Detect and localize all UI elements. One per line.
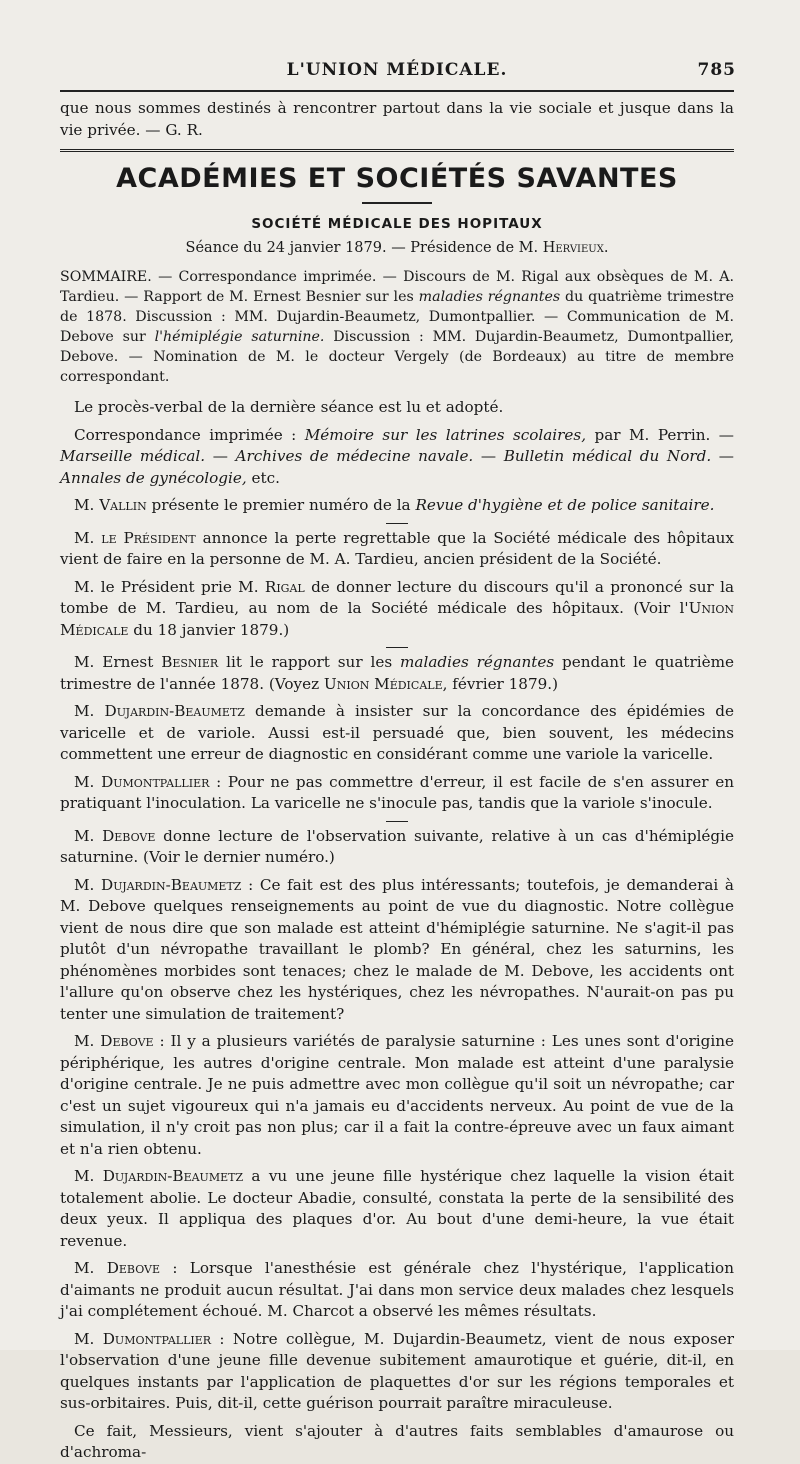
text: présente le premier numéro de la <box>146 496 416 514</box>
summary-emphasis: l'hémiplégie saturnine. <box>154 329 325 345</box>
text: du 18 janvier 1879.) <box>128 620 290 639</box>
paragraph: Le procès-verbal de la dernière séance est lu et adopté. <box>74 398 504 416</box>
text: par M. Perrin. — <box>586 425 734 444</box>
emphasis: maladies régnantes <box>400 653 555 671</box>
text: — <box>473 447 504 465</box>
text: Correspondance imprimée : <box>74 425 305 444</box>
text: — <box>711 447 734 465</box>
speaker-name: Besnier <box>161 653 219 671</box>
emphasis: Mémoire sur les latrines scolaires, <box>304 425 587 444</box>
text: : Pour ne pas commettre d'erreur, il est facile de s'en assurer en pratiquant l'inoculation. La varicelle ne s'inocule pas, tandis que la variole s'inocule. <box>60 772 734 812</box>
speaker-name: Dujardin-Beaumetz <box>104 702 245 720</box>
speaker-name: Debove <box>106 1259 161 1277</box>
emphasis: Bulletin médical du Nord. <box>503 447 712 465</box>
paragraph <box>60 425 734 490</box>
paragraph <box>60 1031 734 1160</box>
separator-dash <box>386 523 408 524</box>
text: M. <box>74 496 100 514</box>
text: M. <box>74 1032 101 1050</box>
session-line <box>60 238 734 260</box>
text: lit le rapport sur les <box>218 653 401 671</box>
text: de donner lecture du discours qu'il a prononcé sur la tombe de M. Tardieu, au nom de la Société médicale des hôpitaux. (Voir l' <box>60 577 735 617</box>
speaker-name: Rigal <box>264 577 305 596</box>
text: annonce la perte regrettable que la Société médicale des hôpitaux vient de faire en la personne de M. A. Tardieu, ancien président de la Société. <box>60 528 734 568</box>
speaker-name: Dujardin-Beaumetz <box>102 1167 244 1185</box>
speaker-name: Vallin <box>99 496 147 514</box>
paragraph <box>60 826 734 869</box>
emphasis: Annales de gynécologie, <box>60 468 247 487</box>
session-text: Séance du 24 janvier 1879. — Présidence de M. <box>185 239 543 256</box>
summary-label: SOMMAIRE. <box>60 269 152 285</box>
text: M. <box>74 826 103 845</box>
text: M. <box>74 1167 103 1185</box>
text: donne lecture de l'observation suivante, relative à un cas d'hémiplégie saturnine. (Voir le dernier numéro.) <box>60 826 734 866</box>
text: M. <box>74 1329 103 1348</box>
text: demande à insister sur la concordance des épidémies de varicelle et de variole. Aussi est-il persuadé que, bien souvent, les médecins commettent une erreur de diagnostic en considérant comme une variole la varicelle. <box>60 702 734 763</box>
paragraph <box>60 652 734 695</box>
paragraph <box>60 577 734 642</box>
title-rule <box>362 202 432 204</box>
text: M. Ernest <box>74 653 162 671</box>
text: : Notre collègue, M. Dujardin-Beaumetz, vient de nous exposer l'observation d'une jeune fille devenue subitement amaurotique et guérie, dit-il, en quelques instants par l'application de plaquettes d'or sur les régions temporales et sus-orbitaires. Puis, dit-il, cette guérison pourrait paraître miraculeuse. <box>60 1329 734 1412</box>
summary-paragraph <box>60 267 734 387</box>
speaker-name: Debove <box>102 826 156 845</box>
journal-reference: Union Médicale <box>60 599 734 639</box>
society-name: SOCIÉTÉ MÉDICALE DES HOPITAUX <box>251 216 543 232</box>
journal-reference: Union Médicale, <box>323 674 448 693</box>
paragraph <box>60 495 734 517</box>
paragraph: Ce fait, Messieurs, vient s'ajouter à d'autres faits semblables d'amaurose ou d'achroma- <box>60 1421 734 1461</box>
paragraph <box>60 1329 734 1415</box>
speaker-name: le Président <box>101 528 196 547</box>
running-head <box>60 52 734 88</box>
header-rule <box>60 90 734 92</box>
text: etc. <box>246 468 280 487</box>
summary-text: Discussion : MM. Dujardin-Beaumetz, Dumontpallier, Debove. — Nomination de M. le docteur Vergely (de Bordeaux) au titre de membre correspondant. <box>60 329 734 385</box>
speaker-name: Dujardin-Beaumetz <box>101 875 242 894</box>
text: M. <box>74 1259 107 1277</box>
speaker-name: Dumontpallier <box>102 1329 212 1348</box>
paragraph <box>60 528 734 571</box>
text: M. <box>74 528 102 547</box>
paragraph <box>60 1258 734 1323</box>
summary-text: du quatrième trimestre de 1878. Discussion : MM. Dujardin-Beaumetz, Dumontpallier. — Communication de M. Debove sur <box>60 289 734 345</box>
emphasis: Marseille médical. <box>60 447 206 465</box>
paragraph <box>60 772 734 815</box>
text: M. <box>74 875 102 894</box>
journal-title: L'UNION MÉDICALE. <box>286 60 508 80</box>
emphasis: Revue d'hygiène et de police sanitaire. <box>415 496 715 514</box>
speaker-name: Dumontpallier <box>101 772 210 791</box>
text: M. le Président prie M. <box>74 577 265 596</box>
intro-paragraph: que nous sommes destinés à rencontrer partout dans la vie sociale et jusque dans la vie privée. — G. R. <box>60 99 734 139</box>
summary-emphasis: maladies régnantes <box>418 289 561 305</box>
summary-text: — Correspondance imprimée. — Discours de M. Rigal aux obsèques de M. A. Tardieu. — Rapport de M. Ernest Besnier sur les <box>60 269 734 305</box>
text: — <box>205 447 236 465</box>
page-number: 785 <box>697 60 736 80</box>
text: a vu une jeune fille hystérique chez laquelle la vision était totalement abolie. Le docteur Abadie, consulté, constata la perte de la sensibilité des deux yeux. Il appliqua des plaques d'or. Au bout d'une demi-heure, la vue était revenue. <box>60 1167 735 1250</box>
text: pendant le quatrième trimestre de l'année 1878. (Voyez <box>60 653 734 693</box>
paragraph <box>60 701 734 766</box>
speaker-name: Debove <box>100 1032 154 1050</box>
text: : Lorsque l'anesthésie est générale chez l'hystérique, l'application d'aimants ne produit aucun résultat. J'ai dans mon service deux malades chez lesquels j'ai complétement échoué. M. Charcot a observé les mêmes résultats. <box>60 1259 734 1320</box>
session-president: Hervieux. <box>542 239 609 256</box>
emphasis: Archives de médecine navale. <box>235 447 474 465</box>
text: : Il y a plusieurs variétés de paralysie saturnine : Les unes sont d'origine périphérique, les autres d'origine centrale. Mon malade est atteint d'une paralysie d'origine centrale. Je ne puis admettre avec mon collègue qu'il soit un névropathe; car c'est un sujet vigoureux qui n'a jamais eu d'accidents nerveux. Au point de vue de la simulation, il n'y croit pas non plus; car il a fait la contre-épreuve avec un faux aimant et n'a rien obtenu. <box>60 1032 734 1158</box>
separator-dash <box>386 821 408 822</box>
paragraph <box>60 875 734 1026</box>
paragraph <box>60 1166 734 1252</box>
text: : Ce fait est des plus intéressants; toutefois, je demanderai à M. Debove quelques renseignements au point de vue du diagnostic. Notre collègue vient de nous dire que son malade est atteint d'hémiplégie saturnine. Ne s'agit-il pas plutôt d'un névropathe travaillant le plomb? En général, chez les saturnins, les phénomènes morbides sont tenaces; chez le malade de M. Debove, les accidents ont l'allure qu'on observe chez les hystériques, chez les névropathes. N'aurait-on pas pu tenter une simulation de traitement? <box>60 875 734 1023</box>
text: février 1879.) <box>447 674 559 693</box>
separator-dash <box>386 647 408 648</box>
text: M. <box>74 702 105 720</box>
section-title: ACADÉMIES ET SOCIÉTÉS SAVANTES <box>116 163 678 194</box>
section-rule <box>60 149 734 152</box>
text: M. <box>74 772 102 791</box>
